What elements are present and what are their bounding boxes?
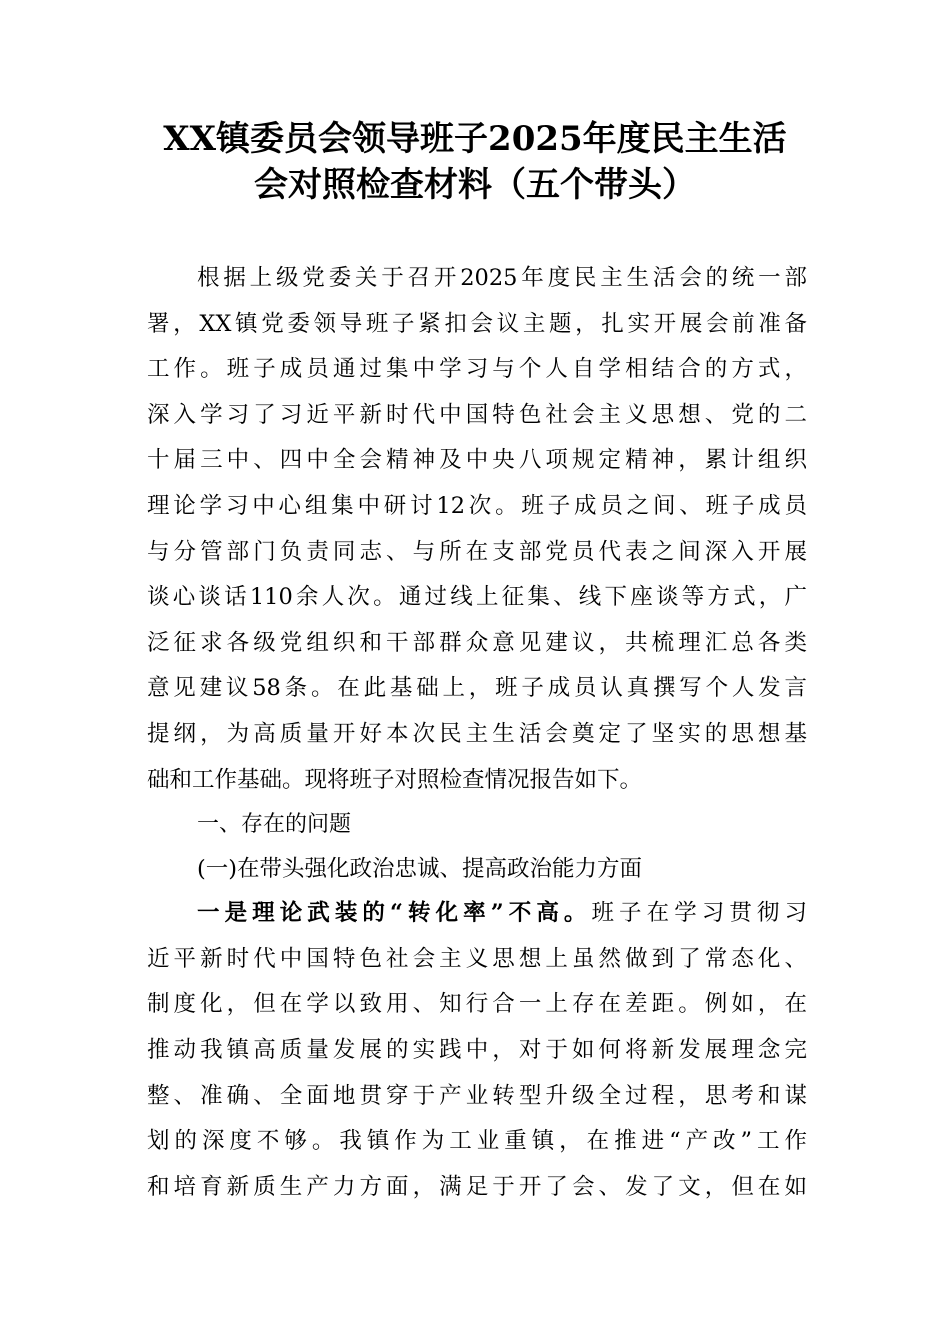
point-1-bold-lead: 一是理论武装的“转化率”不高。 <box>197 900 592 927</box>
section-heading: 一、存在的问题 <box>197 812 352 838</box>
point-1-line: 划的深度不够。我镇作为工业重镇，在推进“产改”工作 <box>147 1128 807 1155</box>
point-1-line: 推动我镇高质量发展的实践中，对于如何将新发展理念完 <box>147 1036 807 1063</box>
intro-line: 提纲，为高质量开好本次民主生活会奠定了坚实的思想基 <box>147 720 807 747</box>
title-line-1: XX镇委员会领导班子2025年度民主生活 <box>163 119 787 159</box>
intro-line: 泛征求各级党组织和干部群众意见建议，共梳理汇总各类 <box>147 629 807 656</box>
document-title <box>0 116 950 208</box>
intro-line: 理论学习中心组集中研讨12次。班子成员之间、班子成员 <box>147 492 807 519</box>
intro-line: 深入学习了习近平新时代中国特色社会主义思想、党的二 <box>147 401 807 428</box>
point-1-first-line <box>147 891 807 937</box>
point-1-line: 和培育新质生产力方面，满足于开了会、发了文，但在如 <box>147 1173 807 1200</box>
document-body <box>147 256 807 1210</box>
intro-line: 工作。班子成员通过集中学习与个人自学相结合的方式， <box>147 356 807 383</box>
intro-line: 础和工作基础。现将班子对照检查情况报告如下。 <box>147 766 643 793</box>
intro-line: 与分管部门负责同志、与所在支部党员代表之间深入开展 <box>147 538 807 565</box>
intro-line: 谈心谈话110余人次。通过线上征集、线下座谈等方式，广 <box>147 584 807 611</box>
intro-line: 意见建议58条。在此基础上，班子成员认真撰写个人发言 <box>147 675 807 702</box>
point-1-first-line-rest: 班子在学习贯彻习 <box>591 900 807 927</box>
point-1-line: 制度化，但在学以致用、知行合一上存在差距。例如，在 <box>147 991 807 1018</box>
subsection-heading: (一)在带头强化政治忠诚、提高政治能力方面 <box>197 856 643 883</box>
intro-line: 署，XX镇党委领导班子紧扣会议主题，扎实开展会前准备 <box>147 310 807 337</box>
intro-line: 根据上级党委关于召开2025年度民主生活会的统一部 <box>197 265 807 291</box>
point-1-line: 整、准确、全面地贯穿于产业转型升级全过程，思考和谋 <box>147 1082 807 1109</box>
point-1-line: 近平新时代中国特色社会主义思想上虽然做到了常态化、 <box>147 945 807 972</box>
intro-line: 十届三中、四中全会精神及中央八项规定精神，累计组织 <box>147 447 807 474</box>
title-line-2: 会对照检查材料（五个带头） <box>254 165 696 205</box>
